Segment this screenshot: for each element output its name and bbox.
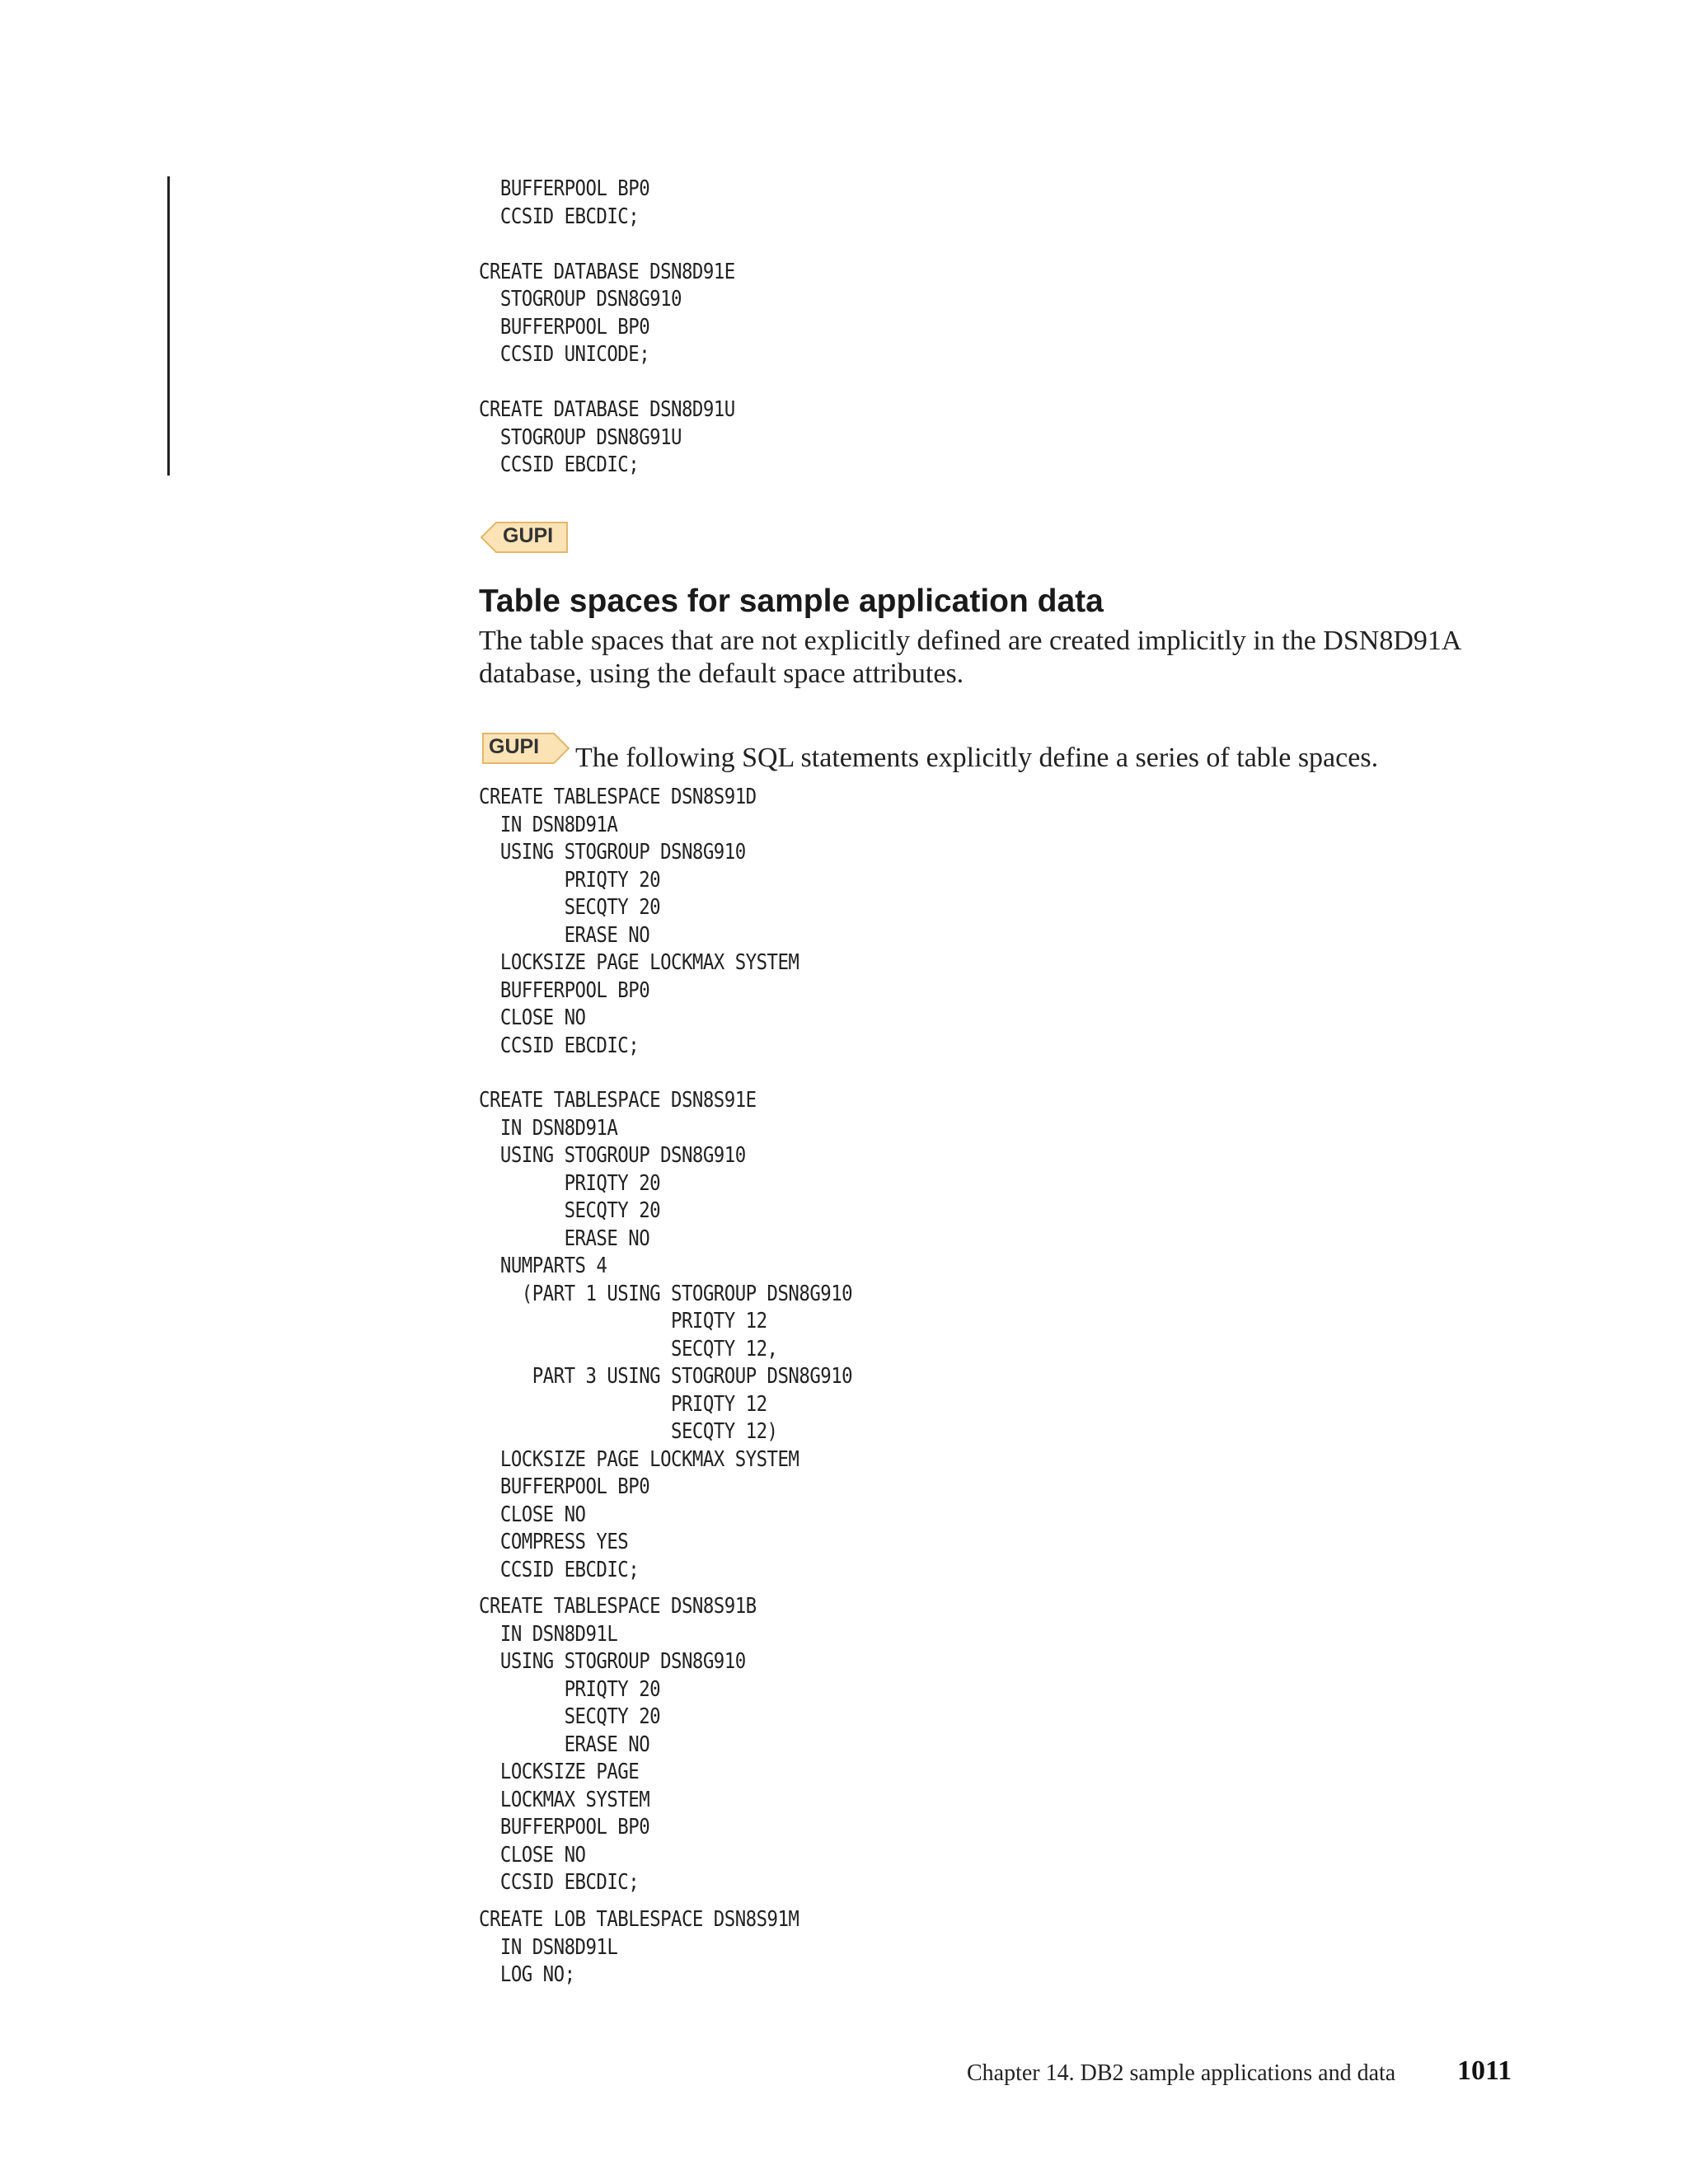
gupi-start-label: GUPI [489,735,540,758]
code-block-tablespace-e: CREATE TABLESPACE DSN8S91E IN DSN8D91A USING STOGROUP DSN8G910 PRIQTY 20 SECQTY 20 ERASE NO NUMPARTS 4 (PART 1 USING STOGROUP DSN8G910 PRIQTY 12 SECQTY 12, PART 3 USING STOGROUP DSN8G910 PRIQTY 12 SECQTY 12) LOCKSIZE PAGE LOCKMAX SYSTEM BUFFERPOOL BP0 CLOSE NO COMPRESS YES CCSID EBCDIC; [479,1088,853,1582]
code-block-databases: BUFFERPOOL BP0 CCSID EBCDIC; CREATE DATABASE DSN8D91E STOGROUP DSN8G910 BUFFERPOOL BP0 CCSID UNICODE; CREATE DATABASE DSN8D91U STOGROUP DSN8G91U CCSID EBCDIC; [479,176,735,477]
footer-page-number: 1011 [1457,2055,1512,2086]
section-heading: Table spaces for sample application data [479,583,1104,619]
change-bar [167,176,170,476]
gupi-start-marker [481,732,570,763]
code-block-tablespace-m: CREATE LOB TABLESPACE DSN8S91M IN DSN8D91L LOG NO; [479,1907,799,1987]
footer-chapter-title: Chapter 14. DB2 sample applications and data [967,2060,1396,2086]
intro-paragraph: The table spaces that are not explicitly defined are created implicitly in the DSN8D91A database, using the default space attributes. [479,626,1461,689]
gupi-end-label: GUPI [503,524,554,547]
code-block-tablespace-b: CREATE TABLESPACE DSN8S91B IN DSN8D91L USING STOGROUP DSN8G910 PRIQTY 20 SECQTY 20 ERASE NO LOCKSIZE PAGE LOCKMAX SYSTEM BUFFERPOOL BP0 CLOSE NO CCSID EBCDIC; [479,1594,757,1895]
gupi-end-marker [480,521,569,552]
code-block-tablespace-d: CREATE TABLESPACE DSN8S91D IN DSN8D91A USING STOGROUP DSN8G910 PRIQTY 20 SECQTY 20 ERASE NO LOCKSIZE PAGE LOCKMAX SYSTEM BUFFERPOOL BP0 CLOSE NO CCSID EBCDIC; [479,785,799,1058]
lead-sentence: The following SQL statements explicitly define a series of table spaces. [575,743,1379,773]
